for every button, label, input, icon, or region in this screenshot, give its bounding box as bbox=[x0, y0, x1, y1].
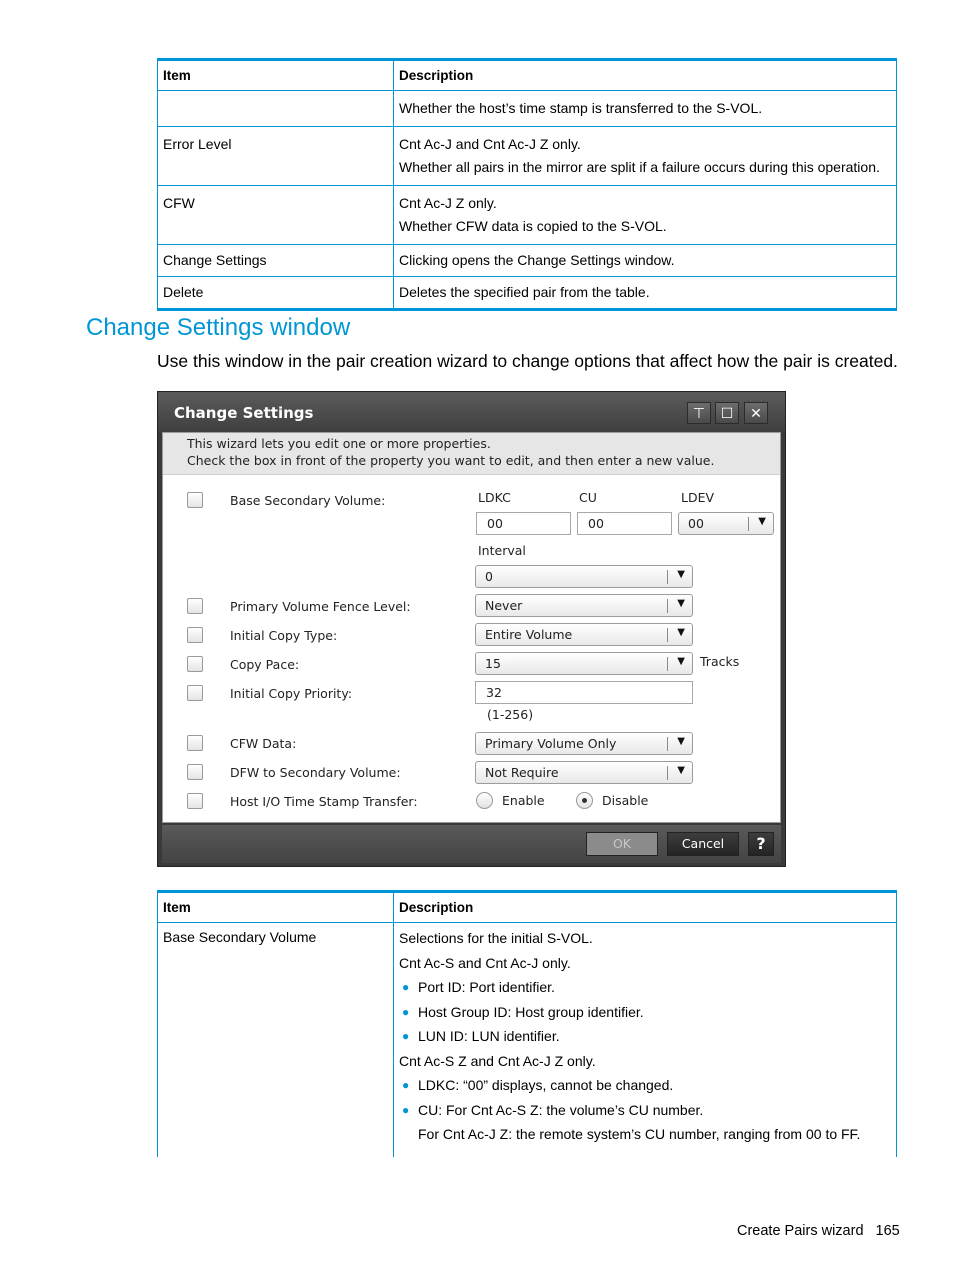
section-heading: Change Settings window bbox=[86, 314, 351, 341]
settings-description-table bbox=[157, 890, 897, 1157]
initial-copy-priority-label: Initial Copy Priority: bbox=[230, 686, 353, 701]
host-io-label: Host I/O Time Stamp Transfer: bbox=[230, 794, 418, 809]
chevron-down-icon: ▼ bbox=[677, 736, 685, 747]
chevron-down-icon: ▼ bbox=[677, 569, 685, 580]
column-header-item: Item bbox=[158, 60, 394, 91]
enable-radio-label: Enable bbox=[502, 793, 545, 808]
cfw-data-select[interactable] bbox=[475, 732, 693, 755]
item-cell: Base Secondary Volume bbox=[158, 923, 394, 1157]
chevron-down-icon: ▼ bbox=[677, 656, 685, 667]
dfw-checkbox[interactable] bbox=[187, 764, 203, 780]
list-item bbox=[399, 975, 892, 1000]
list-item-text: Port ID: Port identifier. bbox=[418, 979, 555, 995]
enable-radio[interactable] bbox=[476, 792, 493, 809]
table-header-row bbox=[158, 60, 897, 91]
copy-pace-checkbox[interactable] bbox=[187, 656, 203, 672]
options-table bbox=[157, 58, 897, 311]
base-secondary-volume-checkbox[interactable] bbox=[187, 492, 203, 508]
dfw-label: DFW to Secondary Volume: bbox=[230, 765, 401, 780]
help-icon[interactable]: ? bbox=[748, 832, 774, 856]
bullet-list bbox=[399, 975, 892, 1049]
change-settings-dialog bbox=[157, 391, 786, 867]
item-cell: Change Settings bbox=[158, 245, 394, 277]
bullet-icon: ● bbox=[402, 1102, 410, 1117]
maximize-icon[interactable]: ☐ bbox=[715, 402, 739, 424]
table-row bbox=[158, 245, 897, 277]
pin-icon[interactable]: ⊤ bbox=[687, 402, 711, 424]
column-header-item: Item bbox=[158, 892, 394, 923]
list-item bbox=[399, 1098, 892, 1147]
description-text: Cnt Ac-S and Cnt Ac-J only. bbox=[399, 954, 571, 971]
dialog-body bbox=[162, 432, 781, 823]
initial-copy-priority-checkbox[interactable] bbox=[187, 685, 203, 701]
cu-label: CU bbox=[579, 490, 597, 505]
base-secondary-volume-label: Base Secondary Volume: bbox=[230, 493, 386, 508]
fence-level-select[interactable] bbox=[475, 594, 693, 617]
description-cell bbox=[394, 245, 897, 277]
close-icon[interactable]: ✕ bbox=[744, 402, 768, 424]
description-text: Selections for the initial S-VOL. bbox=[399, 930, 593, 946]
list-item bbox=[399, 1024, 892, 1049]
disable-radio-label: Disable bbox=[602, 793, 649, 808]
ldev-label: LDEV bbox=[681, 490, 715, 505]
page-footer bbox=[737, 1223, 900, 1239]
table-row bbox=[158, 277, 897, 310]
cu-value: 00 bbox=[588, 516, 604, 531]
copy-pace-label: Copy Pace: bbox=[230, 657, 300, 672]
copy-pace-value: 15 bbox=[485, 656, 501, 671]
copy-pace-select[interactable] bbox=[475, 652, 693, 675]
description-text: Cnt Ac-J Z only. bbox=[399, 195, 497, 211]
initial-copy-type-checkbox[interactable] bbox=[187, 627, 203, 643]
table-row bbox=[158, 186, 897, 245]
column-header-description: Description bbox=[394, 60, 897, 91]
table-header-row bbox=[158, 892, 897, 923]
table-row bbox=[158, 127, 897, 186]
ldev-value: 00 bbox=[688, 516, 704, 531]
description-cell bbox=[394, 923, 897, 1157]
column-header-description: Description bbox=[394, 892, 897, 923]
info-line-2: Check the box in front of the property you want to edit, and then enter a new value. bbox=[187, 453, 715, 468]
initial-copy-type-value: Entire Volume bbox=[485, 627, 573, 642]
description-text: Cnt Ac-J and Cnt Ac-J Z only. bbox=[399, 136, 581, 152]
item-cell bbox=[158, 91, 394, 127]
cancel-button[interactable]: Cancel bbox=[667, 832, 739, 856]
interval-select[interactable] bbox=[475, 565, 693, 588]
table-row bbox=[158, 91, 897, 127]
list-item-text: Host Group ID: Host group identifier. bbox=[418, 1003, 644, 1020]
list-item-text: For Cnt Ac-J Z: the remote system’s CU number, ranging from 00 to FF. bbox=[418, 1126, 861, 1142]
description-text: Clicking opens the Change Settings window. bbox=[399, 252, 675, 268]
ldkc-value: 00 bbox=[487, 516, 503, 531]
chevron-down-icon: ▼ bbox=[758, 516, 766, 527]
footer-section-title: Create Pairs wizard bbox=[737, 1223, 864, 1239]
dialog-titlebar bbox=[158, 392, 785, 432]
fence-level-value: Never bbox=[485, 598, 523, 613]
section-intro: Use this window in the pair creation wizard to change options that affect how the pair is created. bbox=[157, 351, 898, 371]
page-number: 165 bbox=[875, 1223, 900, 1239]
chevron-down-icon: ▼ bbox=[677, 627, 685, 638]
dialog-footer bbox=[162, 825, 781, 863]
description-cell bbox=[394, 277, 897, 310]
initial-copy-type-label: Initial Copy Type: bbox=[230, 628, 338, 643]
ldkc-field[interactable] bbox=[476, 512, 571, 535]
info-line-1: This wizard lets you edit one or more properties. bbox=[187, 436, 491, 451]
list-item-text: LDKC: “00” displays, cannot be changed. bbox=[418, 1077, 674, 1093]
table-row bbox=[158, 923, 897, 1157]
cfw-data-label: CFW Data: bbox=[230, 736, 297, 751]
fence-level-label: Primary Volume Fence Level: bbox=[230, 599, 411, 614]
description-text: Cnt Ac-S Z and Cnt Ac-J Z only. bbox=[399, 1052, 596, 1069]
list-item-text: LUN ID: LUN identifier. bbox=[418, 1028, 560, 1044]
item-cell: Delete bbox=[158, 277, 394, 310]
dfw-select[interactable] bbox=[475, 761, 693, 784]
item-cell: CFW bbox=[158, 186, 394, 245]
initial-copy-priority-value: 32 bbox=[486, 685, 502, 700]
chevron-down-icon: ▼ bbox=[677, 765, 685, 776]
radio-selected-dot bbox=[582, 798, 587, 803]
copy-pace-unit: Tracks bbox=[700, 654, 740, 669]
interval-label: Interval bbox=[478, 543, 526, 558]
list-item bbox=[399, 1073, 892, 1098]
ok-button[interactable]: OK bbox=[586, 832, 658, 856]
initial-copy-priority-range: (1-256) bbox=[487, 707, 534, 722]
description-text: Deletes the specified pair from the table. bbox=[399, 284, 650, 300]
description-text: Whether the host’s time stamp is transferred to the S-VOL. bbox=[399, 100, 763, 116]
bullet-icon: ● bbox=[402, 980, 410, 994]
dialog-title: Change Settings bbox=[174, 404, 314, 422]
list-item-text: CU: For Cnt Ac-S Z: the volume’s CU number. bbox=[418, 1101, 704, 1118]
description-cell bbox=[394, 186, 897, 245]
description-cell bbox=[394, 91, 897, 127]
description-cell bbox=[394, 127, 897, 186]
dfw-value: Not Require bbox=[485, 765, 559, 780]
bullet-icon: ● bbox=[402, 1078, 410, 1092]
cfw-data-checkbox[interactable] bbox=[187, 735, 203, 751]
dialog-info-panel bbox=[163, 433, 780, 475]
disable-radio[interactable] bbox=[576, 792, 593, 809]
fence-level-checkbox[interactable] bbox=[187, 598, 203, 614]
interval-value: 0 bbox=[485, 569, 493, 584]
ldev-select[interactable] bbox=[678, 512, 774, 535]
cfw-data-value: Primary Volume Only bbox=[485, 736, 617, 751]
list-item bbox=[399, 1000, 892, 1025]
chevron-down-icon: ▼ bbox=[677, 598, 685, 609]
bullet-icon: ● bbox=[402, 1004, 410, 1019]
host-io-checkbox[interactable] bbox=[187, 793, 203, 809]
initial-copy-type-select[interactable] bbox=[475, 623, 693, 646]
item-cell: Error Level bbox=[158, 127, 394, 186]
ldkc-label: LDKC bbox=[478, 490, 511, 505]
description-text: Whether all pairs in the mirror are split if a failure occurs during this operation. bbox=[399, 159, 880, 175]
cu-field[interactable] bbox=[577, 512, 672, 535]
bullet-icon: ● bbox=[402, 1029, 410, 1043]
initial-copy-priority-field[interactable] bbox=[475, 681, 693, 704]
description-text: Whether CFW data is copied to the S-VOL. bbox=[399, 218, 667, 234]
bullet-list bbox=[399, 1073, 892, 1147]
